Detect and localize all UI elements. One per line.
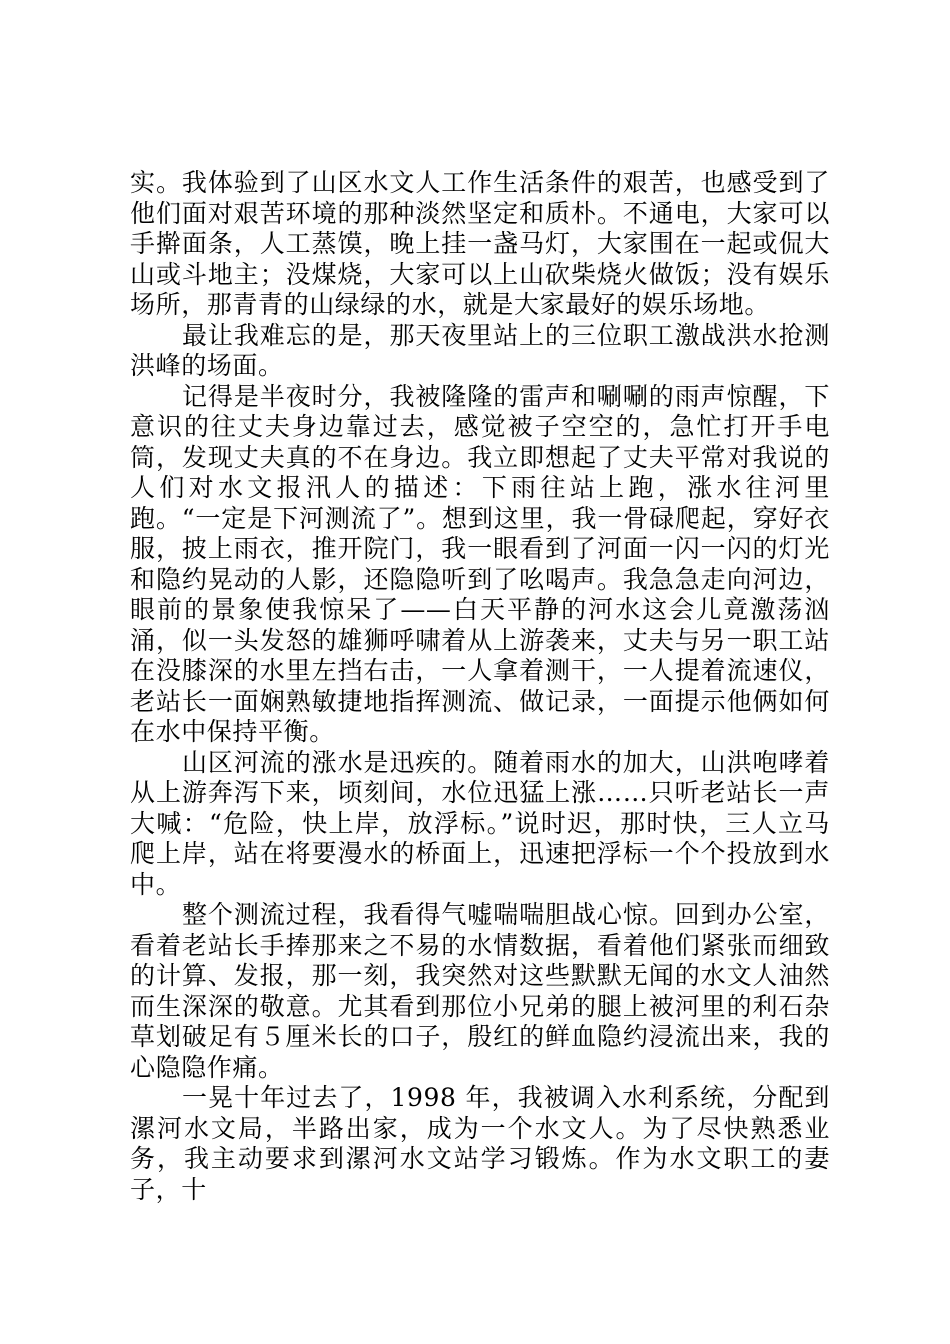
paragraph: 整个测流过程，我看得气嘘喘喘胆战心惊。回到办公室，看着老站长手捧那来之不易的水情数据，看着他们紧张而细致的计算、发报，那一刻，我突然对这些默默无闻的水文人油然而生深深的敬意。尤其看到那位小兄弟的腿上被河里的利石杂草划破足有５厘米长的口子，殷红的鲜血隐约浸流出来，我的心隐隐作痛。 <box>130 900 830 1082</box>
paragraph-continuation: 实。我体验到了山区水文人工作生活条件的艰苦，也感受到了他们面对艰苦环境的那种淡然坚定和质朴。不通电，大家可以手擀面条，人工蒸馍，晚上挂一盏马灯，大家围在一起或侃大山或斗地主；没煤烧，大家可以上山砍柴烧火做饭；没有娱乐场所，那青青的山绿绿的水，就是大家最好的娱乐场地。 <box>130 168 830 319</box>
paragraph: 最让我难忘的是，那天夜里站上的三位职工激战洪水抢测洪峰的场面。 <box>130 320 830 380</box>
paragraph: 记得是半夜时分，我被隆隆的雷声和唰唰的雨声惊醒，下意识的往丈夫身边靠过去，感觉被子空空的，急忙打开手电筒，发现丈夫真的不在身边。我立即想起了丈夫平常对我说的人们对水文报汛人的描述：下雨往站上跑，涨水往河里跑。“一定是下河测流了”。想到这里，我一骨碌爬起，穿好衣服，披上雨衣，推开院门，我一眼看到了河面一闪一闪的灯光和隐约晃动的人影，还隐隐听到了吆喝声。我急急走向河边，眼前的景象使我惊呆了——白天平静的河水这会儿竟激荡汹涌，似一头发怒的雄狮呼啸着从上游袭来，丈夫与另一职工站在没膝深的水里左挡右击，一人拿着测干，一人提着流速仪，老站长一面娴熟敏捷地指挥测流、做记录，一面提示他俩如何在水中保持平衡。 <box>130 381 830 746</box>
paragraph: 一晃十年过去了，1998 年，我被调入水利系统，分配到漯河水文局，半路出家，成为一个水文人。为了尽快熟悉业务，我主动要求到漯河水文站学习锻炼。作为水文职工的妻子，十 <box>130 1083 830 1204</box>
paragraph: 山区河流的涨水是迅疾的。随着雨水的加大，山洪咆哮着从上游奔泻下来，顷刻间，水位迅猛上涨……只听老站长一声大喊：“危险，快上岸，放浮标。”说时迟，那时快，三人立马爬上岸，站在将要漫水的桥面上，迅速把浮标一个个投放到水中。 <box>130 747 830 899</box>
document-body <box>130 168 830 1205</box>
